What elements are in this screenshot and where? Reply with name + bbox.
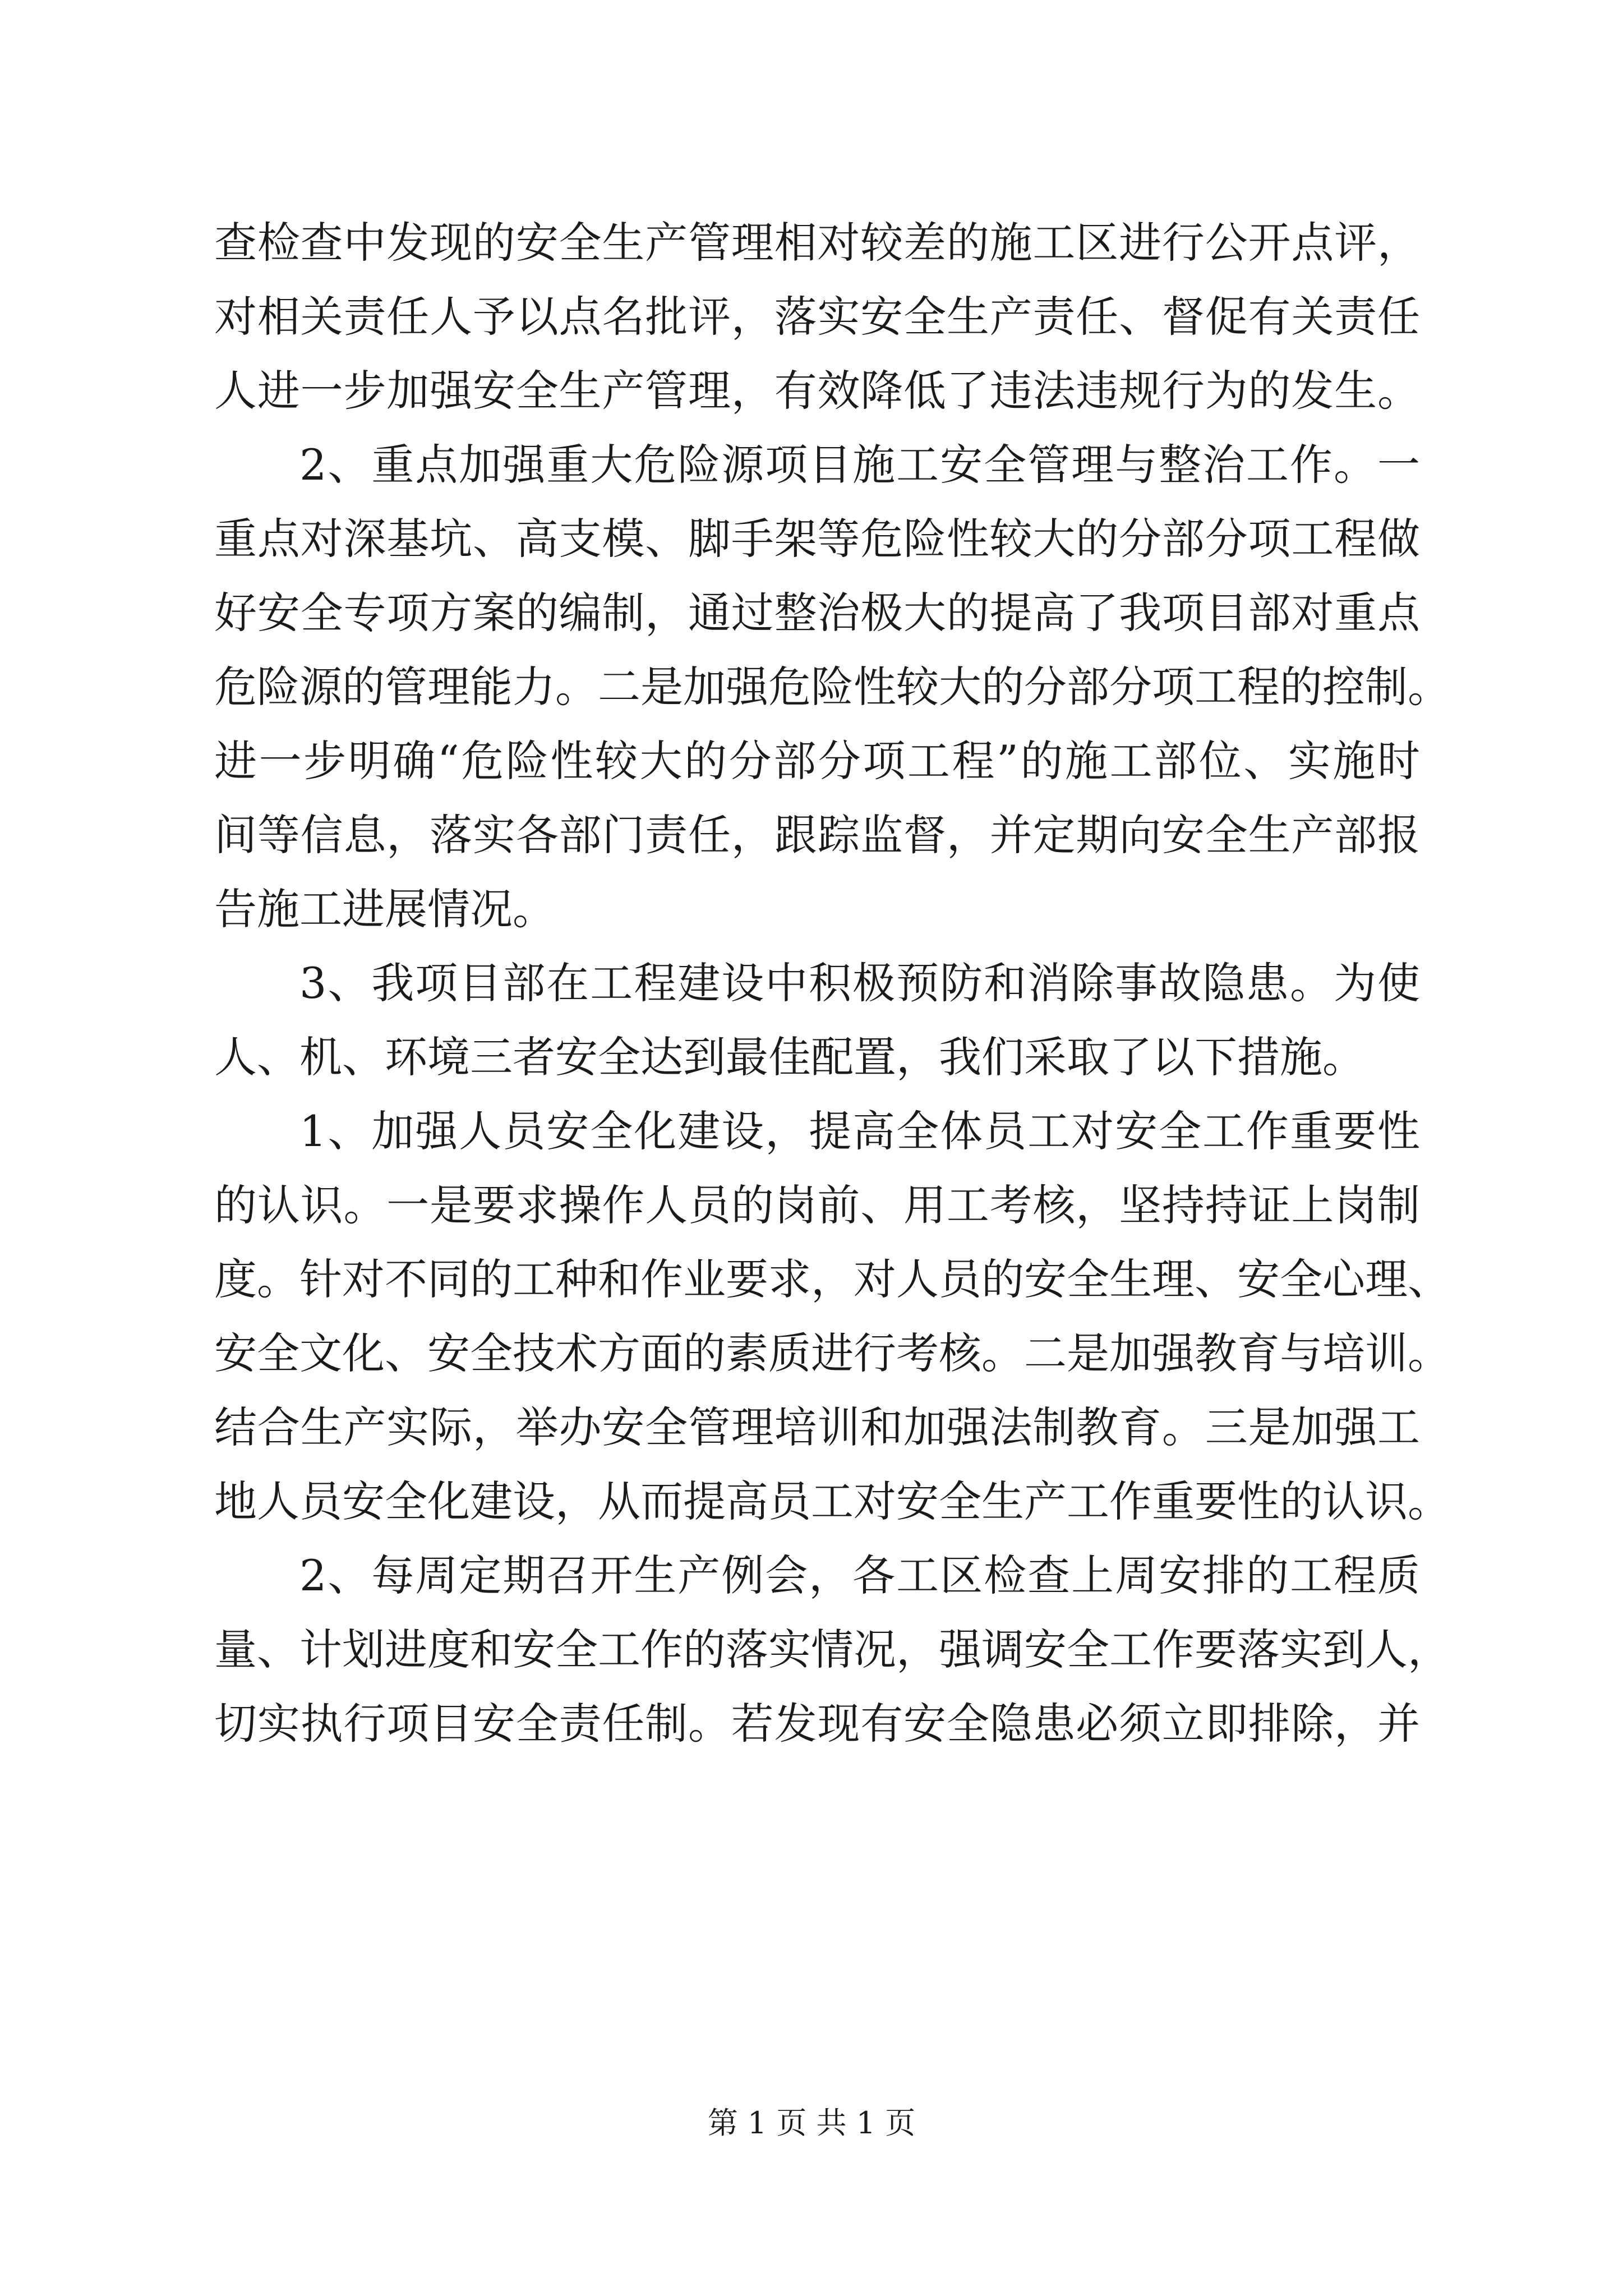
paragraph-2-line-1: 2、重点加强重大危险源项目施工安全管理与整治工作。一: [299, 440, 1420, 490]
text-line-9: 间等信息，落实各部门责任，跟踪监督，并定期向安全生产部报: [214, 810, 1420, 860]
text-line-15: 度。针对不同的工种和作业要求，对人员的安全生理、安全心理、: [214, 1254, 1450, 1304]
text-line-8: 进一步明确“危险性较大的分部分项工程”的施工部位、实施时: [214, 736, 1420, 786]
text-line-16: 安全文化、安全技术方面的素质进行考核。二是加强教育与培训。: [214, 1328, 1450, 1378]
text-line-7: 危险源的管理能力。二是加强危险性较大的分部分项工程的控制。: [214, 662, 1450, 712]
paragraph-3-line-1: 3、我项目部在工程建设中积极预防和消除事故隐患。为使: [299, 958, 1420, 1008]
text-line-21: 切实执行项目安全责任制。若发现有安全隐患必须立即排除，并: [214, 1699, 1420, 1749]
text-line-12: 人、机、环境三者安全达到最佳配置，我们采取了以下措施。: [214, 1032, 1365, 1082]
paragraph-4-line-1: 1、加强人员安全化建设，提高全体员工对安全工作重要性: [299, 1106, 1420, 1156]
text-line-3: 人进一步加强安全生产管理，有效降低了违法违规行为的发生。: [214, 366, 1420, 416]
text-line-17: 结合生产实际，举办安全管理培训和加强法制教育。三是加强工: [214, 1402, 1420, 1452]
text-line-18: 地人员安全化建设，从而提高员工对安全生产工作重要性的认识。: [214, 1476, 1450, 1526]
text-line-20: 量、计划进度和安全工作的落实情况，强调安全工作要落实到人，: [214, 1625, 1450, 1674]
text-line-1: 查检查中发现的安全生产管理相对较差的施工区进行公开点评，: [214, 218, 1420, 268]
text-line-10: 告施工进展情况。: [214, 884, 555, 934]
page-footer: 第 1 页 共 1 页: [707, 2105, 916, 2141]
text-line-2: 对相关责任人予以点名批评，落实安全生产责任、督促有关责任: [214, 292, 1420, 342]
text-line-6: 好安全专项方案的编制，通过整治极大的提高了我项目部对重点: [214, 588, 1420, 638]
paragraph-5-line-1: 2、每周定期召开生产例会，各工区检查上周安排的工程质: [299, 1550, 1420, 1600]
text-line-5: 重点对深基坑、高支模、脚手架等危险性较大的分部分项工程做: [214, 514, 1420, 564]
text-line-14: 的认识。一是要求操作人员的岗前、用工考核，坚持持证上岗制: [214, 1180, 1420, 1230]
